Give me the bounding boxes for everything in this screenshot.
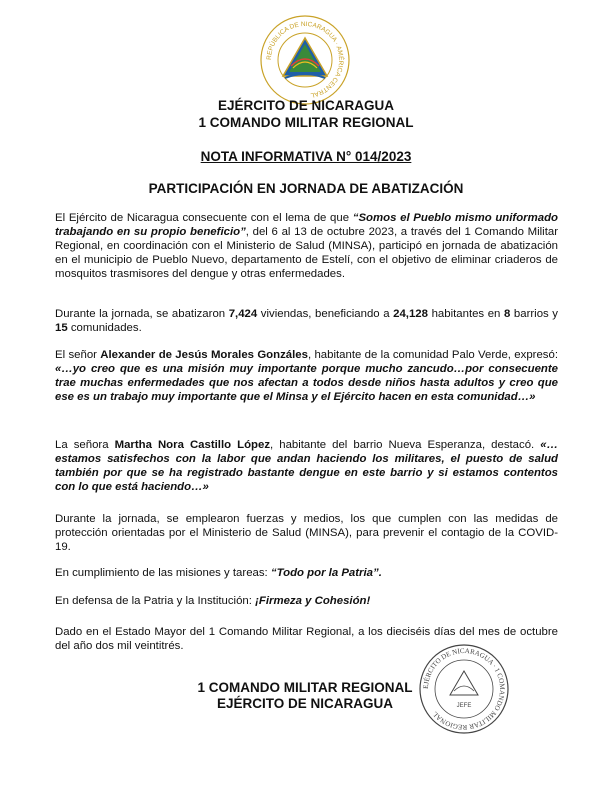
- paragraph-testimony-2: La señora Martha Nora Castillo López, habitante del barrio Nueva Esperanza, destacó. «…estamos satisfechos con la labor que andan haciendo los militares, el puesto de salud también por que se ha registrado bastante dengue en este barrio y si estamos contentos con lo que está haciendo…»: [55, 439, 558, 493]
- svg-text:EJÉRCITO DE NICARAGUA · 1 COMA: EJÉRCITO DE NICARAGUA · 1 COMANDO MILITAR REGIONAL: [421, 646, 507, 732]
- org-line-1: EJÉRCITO DE NICARAGUA: [217, 98, 395, 113]
- motto-firmeza: ¡Firmeza y Cohesión!: [255, 595, 371, 607]
- svg-text:JEFE: JEFE: [456, 703, 472, 709]
- barrios-count: 8: [503, 308, 511, 320]
- note-number: NOTA INFORMATIVA N° 014/2023: [200, 149, 412, 164]
- paragraph-results: Durante la jornada, se abatizaron 7,424 viviendas, beneficiando a 24,128 habitantes en 8 barrios y 15 comunidades.: [55, 308, 559, 334]
- organization-header: [0, 97, 612, 131]
- motto-patria: “Todo por la Patria”.: [270, 567, 382, 579]
- testimony-name-1: Alexander de Jesús Morales Gonzáles: [100, 349, 308, 361]
- paragraph-defense: En defensa de la Patria y la Institución: ¡Firmeza y Cohesión!: [55, 595, 371, 607]
- people-count: 24,128: [393, 308, 428, 320]
- signature-line-2: EJÉRCITO DE NICARAGUA: [216, 696, 394, 711]
- org-line-2: 1 COMANDO MILITAR REGIONAL: [198, 115, 414, 130]
- svg-text:REPÚBLICA DE NICARAGUA · AMÉRI: REPÚBLICA DE NICARAGUA · AMÉRICA CENTRAL: [265, 20, 345, 99]
- motto-text: “Somos el Pueblo mismo uniformado trabajando en su propio beneficio”: [55, 212, 558, 238]
- paragraph-intro: El Ejército de Nicaragua consecuente con el lema de que “Somos el Pueblo mismo uniformado trabajando en su propio beneficio”, del 6 al 13 de octubre 2023, a través del 1 Comando Militar Regional, en coordinación con el Ministerio de Salud (MINSA), participó en jornada de abatización en el municipio de Pueblo Nuevo, departamento de Estelí, con el objetivo de eliminar criaderos de mosquitos trasmisores del dengue y otras enfermedades.: [55, 212, 558, 280]
- paragraph-closing: Dado en el Estado Mayor del 1 Comando Militar Regional, a los dieciséis días del mes de octubre del año dos mil veintitrés.: [55, 626, 558, 652]
- paragraph-missions: En cumplimiento de las misiones y tareas: “Todo por la Patria”.: [55, 567, 382, 579]
- paragraph-testimony-1: El señor Alexander de Jesús Morales Gonzáles, habitante de la comunidad Palo Verde, expresó: «…yo creo que es una misión muy importante porque mucho zancudo…por consecuente trae muchas enfermedades que nos afectan a todos desde niños hasta adultos y creo que ese es un trabajo muy importante que el Minsa y el Ejército hacen en esta comunidad…»: [55, 349, 558, 403]
- paragraph-protection: Durante la jornada, se emplearon fuerzas y medios, los que cumplen con las medidas de protección orientadas por el Ministerio de Salud (MINSA), para prevenir el contagio de la COVID-19.: [55, 513, 558, 553]
- communities-count: 15: [55, 322, 68, 334]
- signature-block: [185, 680, 425, 712]
- testimony-quote-2: «…estamos satisfechos con la labor que andan haciendo los militares, el puesto de salud también por que se ha registrado bastante dengue en este barrio y si estamos contentos con lo que está haciendo…»: [55, 439, 558, 493]
- document-title: PARTICIPACIÓN EN JORNADA DE ABATIZACIÓN: [148, 181, 464, 196]
- homes-count: 7,424: [228, 308, 258, 320]
- official-stamp: [418, 643, 510, 735]
- signature-line-1: 1 COMANDO MILITAR REGIONAL: [197, 680, 413, 695]
- testimony-quote-1: «…yo creo que es una misión muy importante porque mucho zancudo…por consecuente trae muchas enfermedades que nos afectan a todos desde niños hasta adultos y creo que ese es un trabajo muy importante que el Minsa y el Ejército hacen en esta comunidad…»: [55, 363, 558, 403]
- national-seal-logo: [259, 14, 351, 106]
- testimony-name-2: Martha Nora Castillo López: [114, 439, 271, 451]
